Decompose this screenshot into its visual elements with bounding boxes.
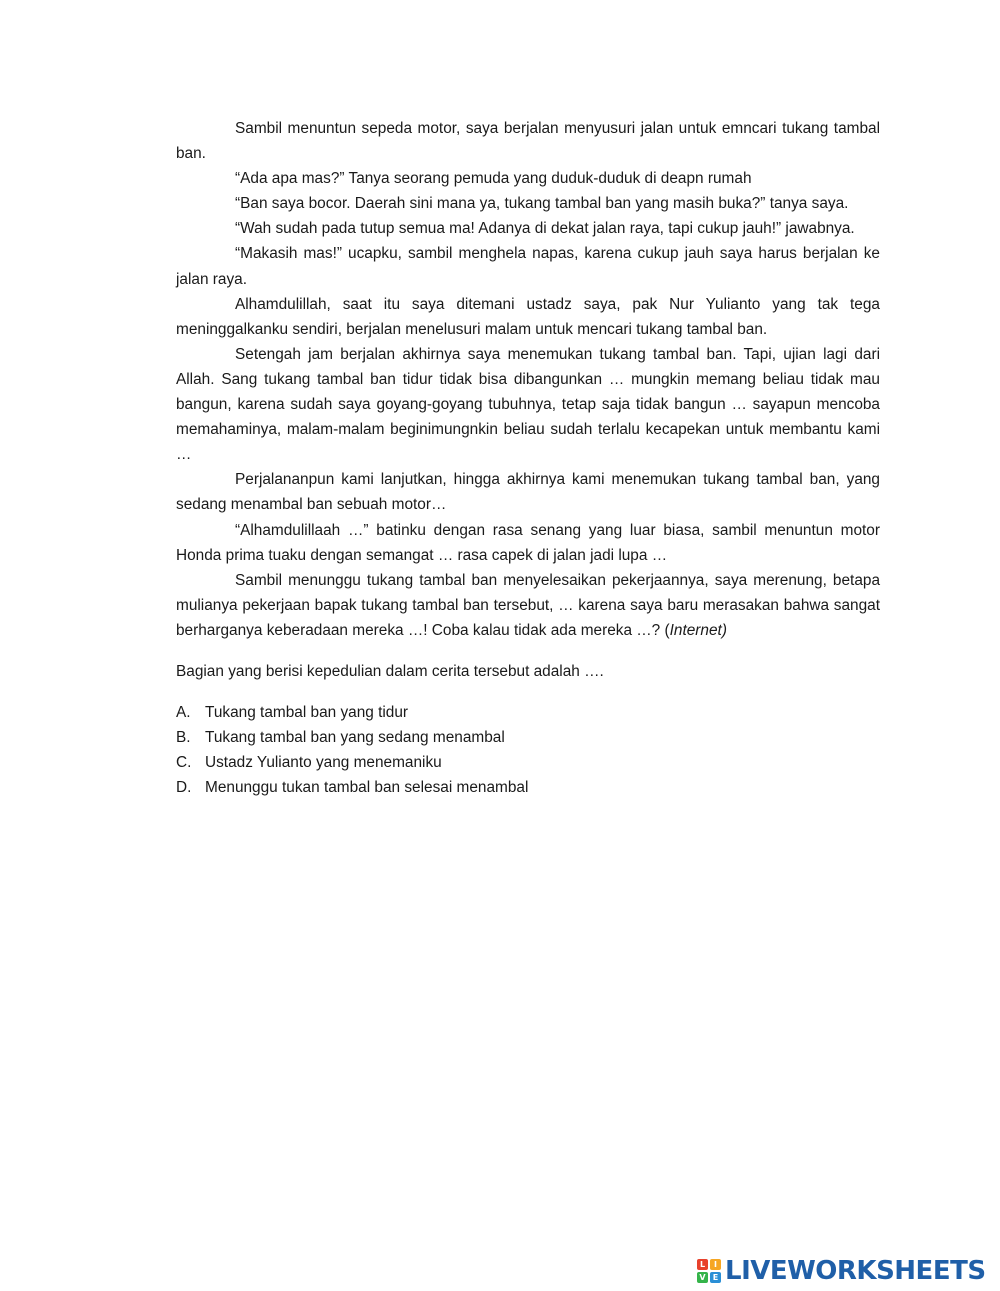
source-label: Internet) [669, 621, 727, 639]
answer-options [176, 700, 880, 800]
story-paragraph: “Ada apa mas?” Tanya seorang pemuda yang duduk-duduk di deapn rumah [235, 170, 752, 188]
story-paragraph: “Wah sudah pada tutup semua ma! Adanya di dekat jalan raya, tapi cukup jauh!” jawabnya. [235, 220, 855, 238]
story-paragraph: “Alhamdulillaah …” batinku dengan rasa senang yang luar biasa, sambil menuntun motor Honda prima tuaku dengan semangat … rasa capek di jalan jadi lupa … [176, 521, 880, 564]
logo-block: L [697, 1259, 708, 1270]
story-paragraph: Perjalananpun kami lanjutkan, hingga akhirnya kami menemukan tukang tambal ban, yang sedang menambal ban sebuah motor… [176, 471, 880, 514]
story-paragraph: “Ban saya bocor. Daerah sini mana ya, tukang tambal ban yang masih buka?” tanya saya. [235, 195, 849, 213]
option-letter: A. [176, 704, 191, 722]
option-letter: D. [176, 779, 192, 797]
logo-blocks-icon [697, 1259, 721, 1283]
liveworksheets-logo [697, 1256, 986, 1286]
option-text: Menunggu tukan tambal ban selesai menambal [205, 779, 529, 797]
logo-block: V [697, 1272, 708, 1283]
option-text: Tukang tambal ban yang tidur [205, 704, 409, 722]
option-letter: C. [176, 754, 192, 772]
logo-block: I [710, 1259, 721, 1270]
option-text: Tukang tambal ban yang sedang menambal [205, 729, 505, 747]
option-a[interactable] [176, 700, 880, 725]
option-d[interactable] [176, 775, 880, 800]
story-paragraph: Setengah jam berjalan akhirnya saya menemukan tukang tambal ban. Tapi, ujian lagi dari Allah. Sang tukang tambal ban tidur tidak bisa dibangunkan … mungkin memang beliau tidak mau bangun, karena sudah saya goyang-goyang tubuhnya, tetap saja tidak bangun … sayapun mencoba memahaminya, malam-malam beginimungnkin beliau sudah terlalu kecapekan untuk membantu kami … [176, 345, 880, 464]
story-paragraph: Sambil menuntun sepeda motor, saya berjalan menyusuri jalan untuk emncari tukang tambal ban. [176, 120, 880, 163]
option-letter: B. [176, 729, 191, 747]
question-text: Bagian yang berisi kepedulian dalam cerita tersebut adalah …. [176, 662, 604, 680]
option-text: Ustadz Yulianto yang menemaniku [205, 754, 442, 772]
story-paragraph: Alhamdulillah, saat itu saya ditemani ustadz saya, pak Nur Yulianto yang tak tega meninggalkanku sendiri, berjalan menelusuri malam untuk mencari tukang tambal ban. [176, 295, 880, 338]
logo-block: E [710, 1272, 721, 1283]
logo-text: LIVEWORKSHEETS [725, 1256, 986, 1286]
worksheet-page [176, 116, 880, 800]
story-paragraph-last [176, 568, 880, 643]
option-c[interactable] [176, 750, 880, 775]
story-paragraph: “Makasih mas!” ucapku, sambil menghela napas, karena cukup jauh saya harus berjalan ke jalan raya. [176, 245, 880, 288]
option-b[interactable] [176, 725, 880, 750]
last-paragraph-text: Sambil menunggu tukang tambal ban menyelesaikan pekerjaannya, saya merenung, betapa mulianya pekerjaan bapak tukang tambal ban tersebut, … karena saya baru merasakan bahwa sangat berharganya keberadaan mereka …! Coba kalau tidak ada mereka …? ( [176, 571, 880, 639]
reading-passage [176, 116, 880, 643]
